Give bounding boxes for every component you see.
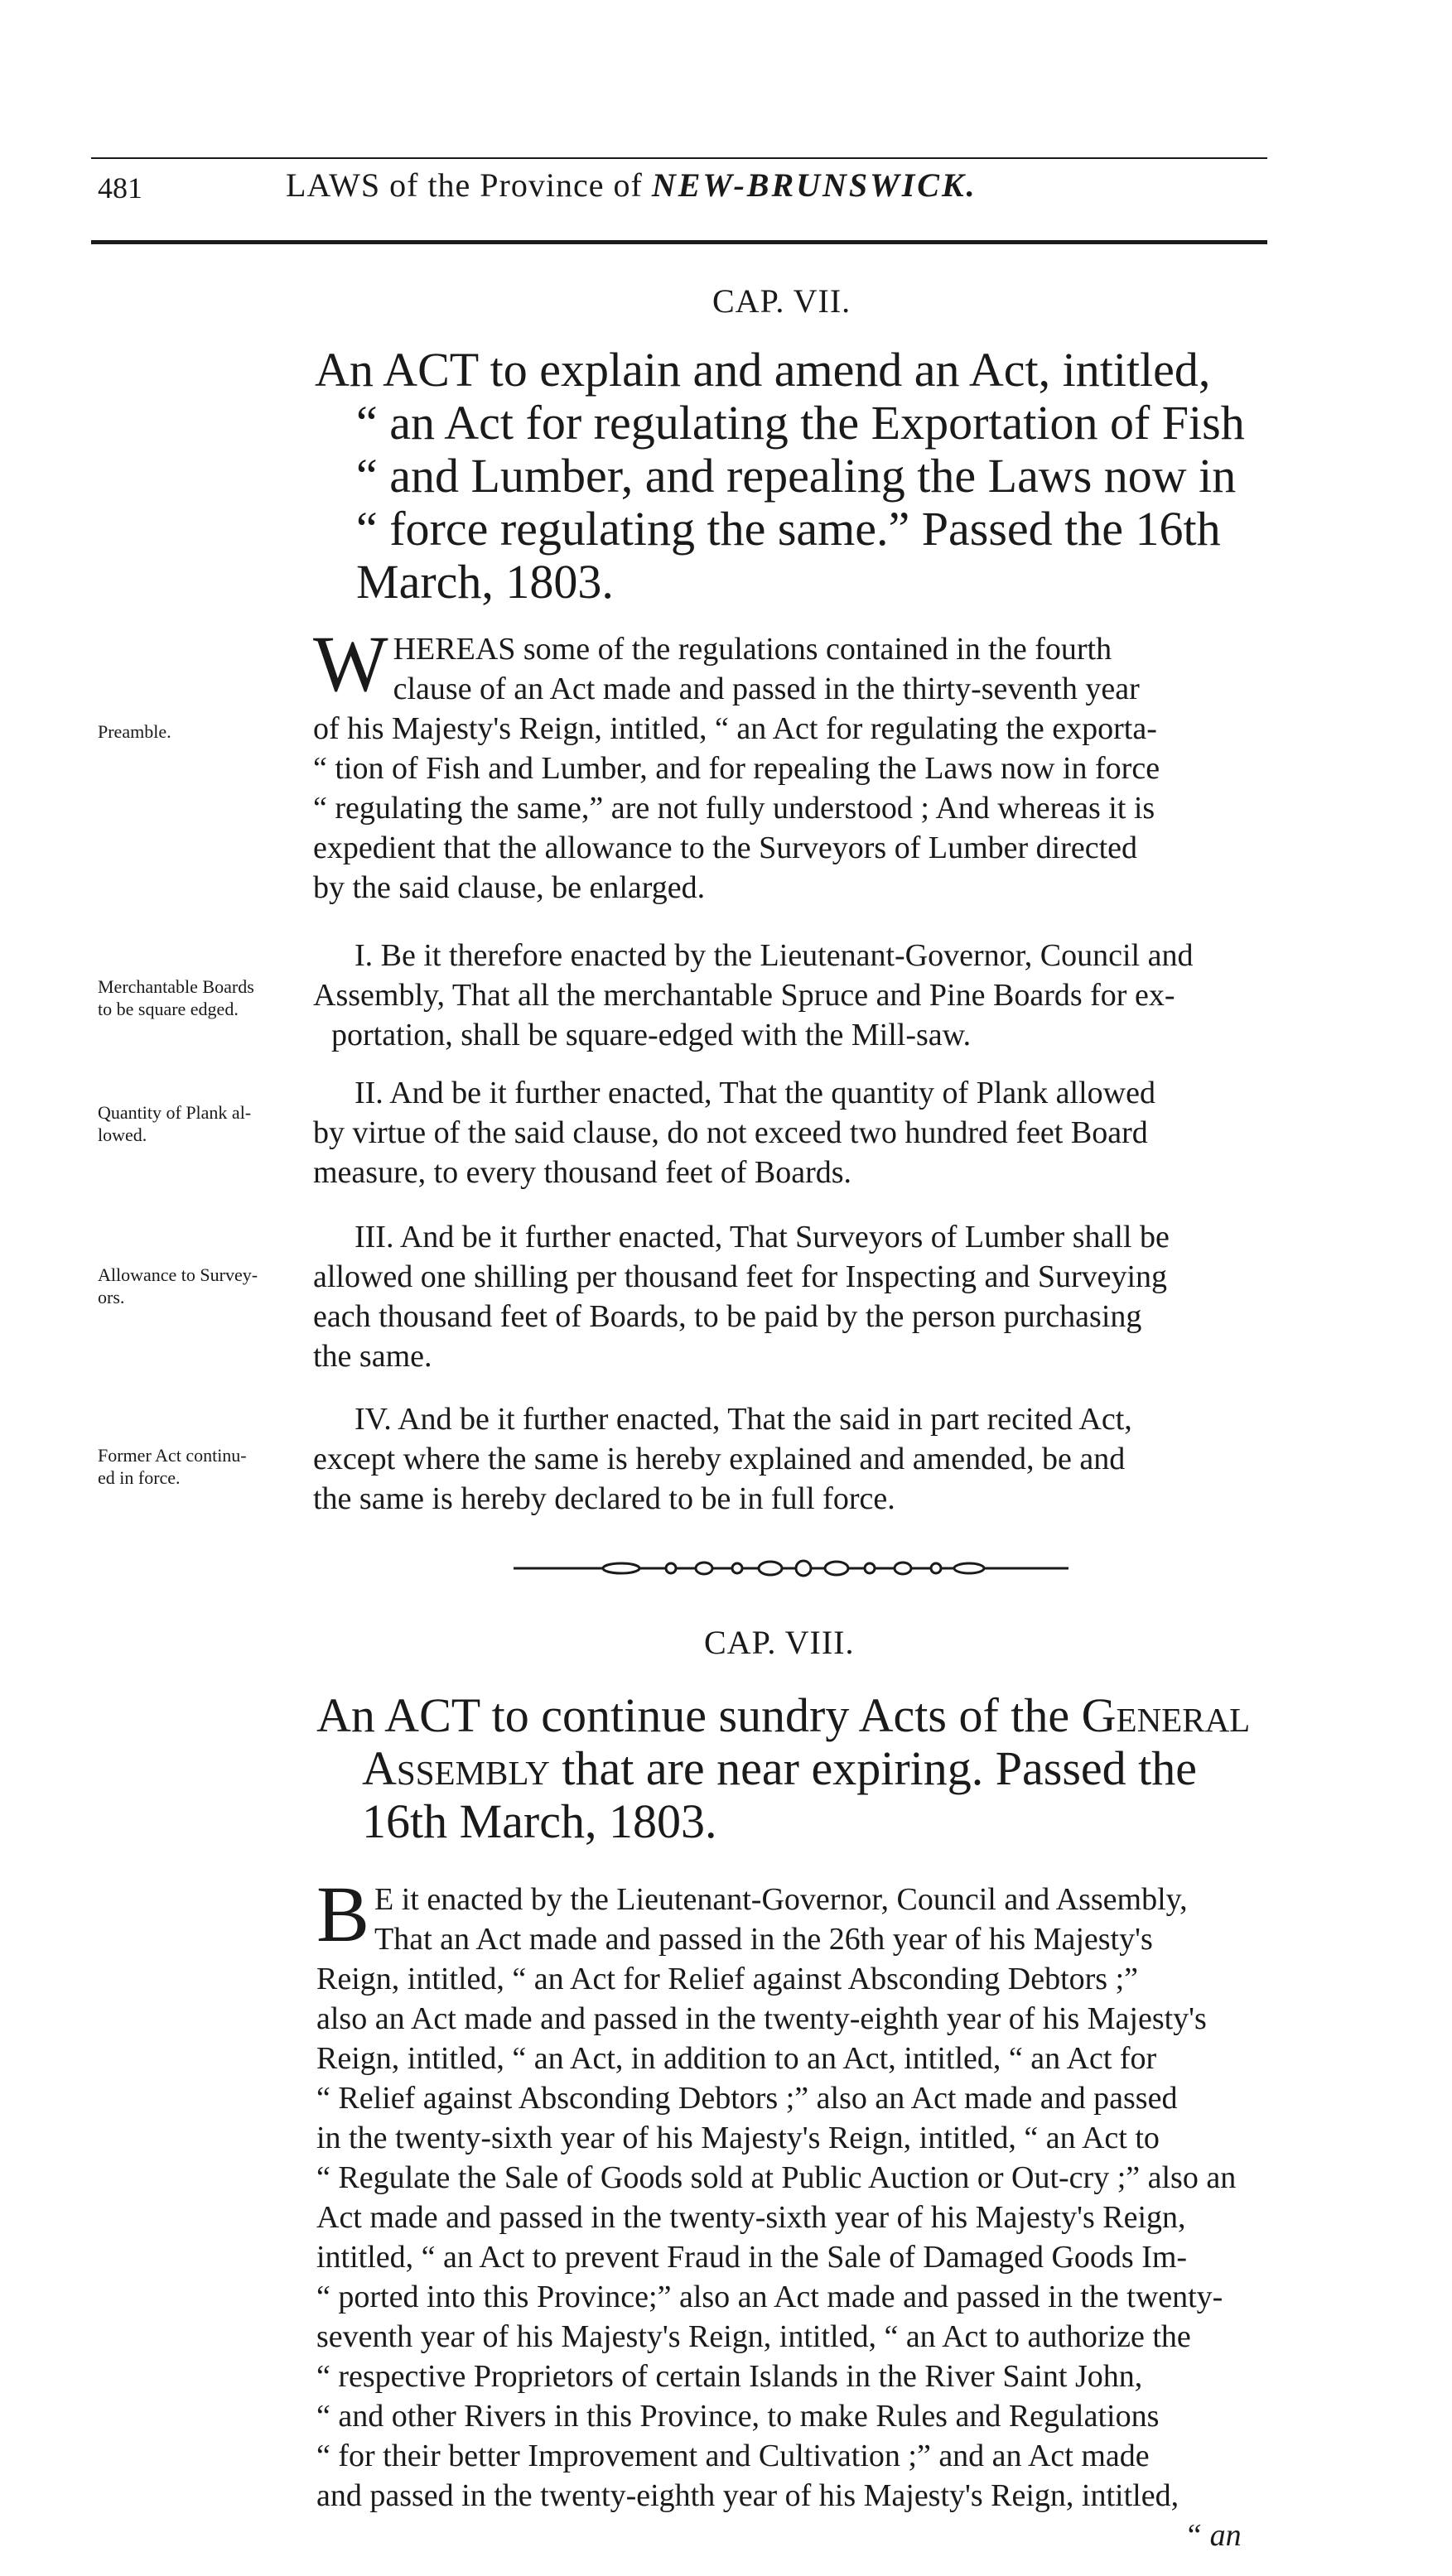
cap7-section-4 xyxy=(313,1399,1270,1519)
margin-note-section-1-line-1: Merchantable Boards xyxy=(98,976,254,997)
preamble-drop-cap: W xyxy=(313,619,388,708)
margin-note-section-2-line-1: Quantity of Plank al- xyxy=(98,1102,252,1123)
preamble-line-1: HEREAS some of the regulations contained in the fourth xyxy=(393,632,1112,667)
running-head-prefix: LAWS of the Province of xyxy=(286,166,643,204)
margin-note-section-4 xyxy=(98,1444,346,1489)
section-3-line-4: the same. xyxy=(313,1339,432,1374)
cap8-line-4: also an Act made and passed in the twenty-eighth year of his Majesty's xyxy=(316,2001,1207,2036)
cap8-line-7: in the twenty-sixth year of his Majesty's Reign, intitled, “ an Act to xyxy=(316,2121,1160,2155)
preamble-line-7: by the said clause, be enlarged. xyxy=(313,870,706,905)
running-head xyxy=(286,166,977,205)
section-1-line-1: I. Be it therefore enacted by the Lieutenant-Governor, Council and xyxy=(355,938,1194,973)
cap8-heading: CAP. VIII. xyxy=(704,1624,855,1661)
top-rule xyxy=(91,157,1267,159)
page-number: 481 xyxy=(98,171,142,205)
section-3-line-1: III. And be it further enacted, That Surveyors of Lumber shall be xyxy=(355,1220,1170,1254)
preamble-line-3: of his Majesty's Reign, intitled, “ an Act for regulating the exporta- xyxy=(313,711,1157,746)
margin-note-section-4-line-1: Former Act continu- xyxy=(98,1445,247,1466)
cap7-title-line-4: “ force regulating the same.” Passed the 16th xyxy=(356,502,1221,556)
cap8-title xyxy=(316,1689,1277,1848)
cap7-title-line-2: “ an Act for regulating the Exportation of Fish xyxy=(356,396,1245,450)
margin-note-section-1 xyxy=(98,975,346,1020)
cap8-line-16: and passed in the twenty-eighth year of his Majesty's Reign, intitled, xyxy=(316,2478,1179,2513)
cap7-section-1 xyxy=(313,936,1270,1055)
cap8-line-11: “ ported into this Province;” also an Act made and passed in the twenty- xyxy=(316,2280,1223,2314)
cap8-title-line-3: 16th March, 1803. xyxy=(362,1794,717,1848)
cap7-section-2 xyxy=(313,1073,1270,1192)
cap8-title-line-1: An ACT to continue sundry Acts of the General xyxy=(316,1688,1251,1742)
cap8-line-6: “ Relief against Absconding Debtors ;” also an Act made and passed xyxy=(316,2081,1178,2116)
cap8-line-10: intitled, “ an Act to prevent Fraud in the Sale of Damaged Goods Im- xyxy=(316,2240,1188,2275)
cap8-line-8: “ Regulate the Sale of Goods sold at Public Auction or Out-cry ;” also an xyxy=(316,2160,1237,2195)
section-1-line-2: Assembly, That all the merchantable Spruce and Pine Boards for ex- xyxy=(313,978,1175,1013)
margin-note-section-2 xyxy=(98,1101,346,1146)
margin-note-preamble: Preamble. xyxy=(98,721,171,742)
cap7-title-line-5: March, 1803. xyxy=(356,555,614,609)
cap7-heading: CAP. VII. xyxy=(712,282,851,320)
section-3-line-3: each thousand feet of Boards, to be paid by the person purchasing xyxy=(313,1299,1142,1334)
ornamental-divider xyxy=(514,1557,1068,1580)
section-4-line-1: IV. And be it further enacted, That the said in part recited Act, xyxy=(355,1402,1132,1437)
section-4-line-2: except where the same is hereby explained and amended, be and xyxy=(313,1442,1126,1476)
cap8-line-13: “ respective Proprietors of certain Islands in the River Saint John, xyxy=(316,2359,1143,2394)
header-rule xyxy=(91,240,1267,244)
cap8-body xyxy=(316,1870,1271,2516)
cap8-line-9: Act made and passed in the twenty-sixth year of his Majesty's Reign, xyxy=(316,2200,1186,2235)
preamble-line-4: “ tion of Fish and Lumber, and for repealing the Laws now in force xyxy=(313,751,1160,786)
margin-note-section-3 xyxy=(98,1264,346,1308)
cap8-line-1: E it enacted by the Lieutenant-Governor, Council and Assembly, xyxy=(374,1882,1188,1917)
cap8-title-line-2: Assembly that are near expiring. Passed the xyxy=(362,1741,1197,1795)
cap8-line-15: “ for their better Improvement and Cultivation ;” and an Act made xyxy=(316,2439,1150,2473)
section-4-line-3: the same is hereby declared to be in full force. xyxy=(313,1481,895,1516)
margin-note-section-4-line-2: ed in force. xyxy=(98,1467,181,1488)
cap7-title-line-3: “ and Lumber, and repealing the Laws now in xyxy=(356,449,1237,503)
margin-note-section-1-line-2: to be square edged. xyxy=(98,999,239,1019)
margin-note-section-3-line-2: ors. xyxy=(98,1287,125,1307)
section-2-line-2: by virtue of the said clause, do not exceed two hundred feet Board xyxy=(313,1115,1148,1150)
catchword: “ an xyxy=(1184,2518,1242,2553)
section-2-line-1: II. And be it further enacted, That the quantity of Plank allowed xyxy=(355,1076,1155,1110)
cap7-title-line-1: An ACT to explain and amend an Act, intitled, xyxy=(315,343,1211,397)
section-2-line-3: measure, to every thousand feet of Boards. xyxy=(313,1155,852,1190)
margin-note-section-3-line-1: Allowance to Survey- xyxy=(98,1264,258,1285)
section-3-line-2: allowed one shilling per thousand feet for Inspecting and Surveying xyxy=(313,1259,1168,1294)
cap8-drop-cap: B xyxy=(316,1870,370,1958)
cap8-line-2: That an Act made and passed in the 26th year of his Majesty's xyxy=(374,1922,1153,1957)
cap8-line-3: Reign, intitled, “ an Act for Relief against Absconding Debtors ;” xyxy=(316,1962,1139,1996)
cap8-line-5: Reign, intitled, “ an Act, in addition to an Act, intitled, “ an Act for xyxy=(316,2041,1157,2076)
preamble-line-2: clause of an Act made and passed in the thirty-seventh year xyxy=(393,672,1140,706)
preamble-line-5: “ regulating the same,” are not fully understood ; And whereas it is xyxy=(313,791,1155,826)
cap7-title xyxy=(315,344,1276,609)
preamble-line-6: expedient that the allowance to the Surveyors of Lumber directed xyxy=(313,831,1138,865)
cap7-section-3 xyxy=(313,1217,1270,1376)
cap8-line-14: “ and other Rivers in this Province, to make Rules and Regulations xyxy=(316,2399,1160,2434)
cap8-line-12: seventh year of his Majesty's Reign, intitled, “ an Act to authorize the xyxy=(316,2319,1191,2354)
cap7-preamble xyxy=(313,619,1270,908)
margin-note-section-2-line-2: lowed. xyxy=(98,1124,147,1145)
running-head-province: NEW-BRUNSWICK. xyxy=(651,166,977,204)
section-1-line-3: portation, shall be square-edged with the Mill-saw. xyxy=(331,1018,972,1052)
